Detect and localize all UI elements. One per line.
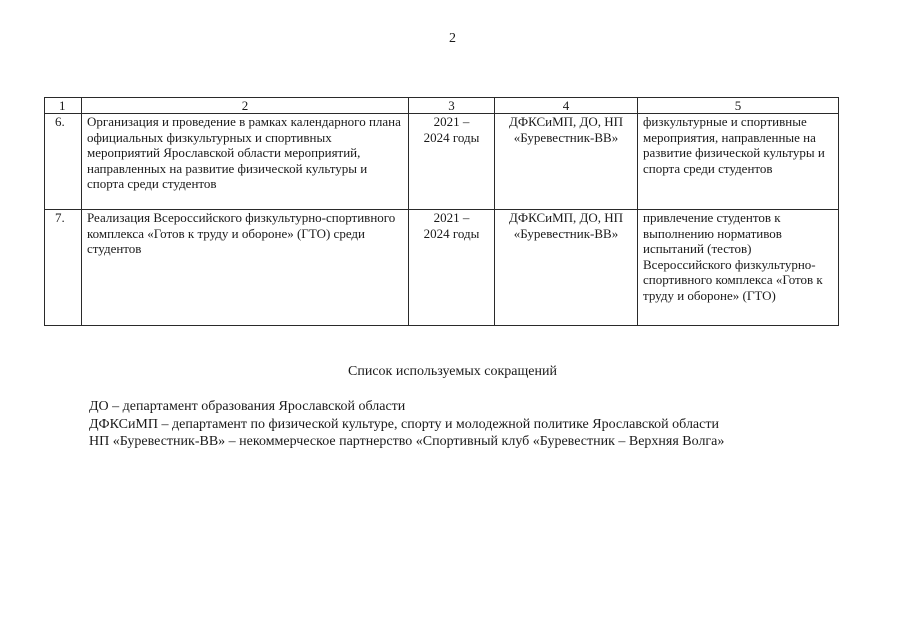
activities-table (44, 97, 839, 326)
column-header-event: 2 (82, 98, 409, 114)
result-cell: физкультурные и спортивные мероприятия, направленные на развитие физической культуры и спорта среди студентов (638, 114, 839, 210)
result-cell: привлечение студентов к выполнению нормативов испытаний (тестов) Всероссийского физкультурно-спортивного комплекса «Готов к труду и обороне» (ГТО) (638, 210, 839, 326)
abbreviation-item: ДФКСиМП – департамент по физической культуре, спорту и молодежной политике Ярославской области (89, 416, 719, 432)
term-cell (409, 210, 495, 326)
executor-line: ДФКСиМП, ДО, НП (508, 210, 624, 225)
term-cell (409, 114, 495, 210)
term-start: 2021 – (433, 210, 470, 225)
term-end: 2024 годы (423, 225, 480, 241)
column-header-term: 3 (409, 98, 495, 114)
term-start: 2021 – (433, 114, 470, 129)
executor-line: «Буревестник-ВВ» (513, 129, 619, 145)
abbreviations-list (89, 398, 724, 451)
abbreviation-item: НП «Буревестник-ВВ» – некоммерческое партнерство «Спортивный клуб «Буревестник – Верхняя Волга» (89, 434, 725, 449)
term-end: 2024 годы (423, 129, 480, 145)
row-number: 7. (45, 210, 82, 326)
table-row (45, 210, 839, 326)
event-cell: Организация и проведение в рамках календарного плана официальных физкультурных и спортивных мероприятий Ярославской области мероприятий, направленных на развитие физической культуры и спорта среди студентов (82, 114, 409, 210)
event-cell: Реализация Всероссийского физкультурно-спортивного комплекса «Готов к труду и обороне» (ГТО) среди студентов (82, 210, 409, 326)
executor-line: «Буревестник-ВВ» (513, 225, 619, 241)
column-header-executor: 4 (495, 98, 638, 114)
executor-line: ДФКСиМП, ДО, НП (508, 114, 624, 129)
executor-cell (495, 114, 638, 210)
abbreviations-title: Список используемых сокращений (348, 364, 557, 379)
row-number: 6. (45, 114, 82, 210)
column-header-number: 1 (45, 98, 82, 114)
table-row (45, 114, 839, 210)
column-header-result: 5 (638, 98, 839, 114)
executor-cell (495, 210, 638, 326)
page-number: 2 (449, 31, 456, 46)
abbreviation-item: ДО – департамент образования Ярославской области (89, 399, 406, 414)
table-header-row (45, 98, 839, 114)
